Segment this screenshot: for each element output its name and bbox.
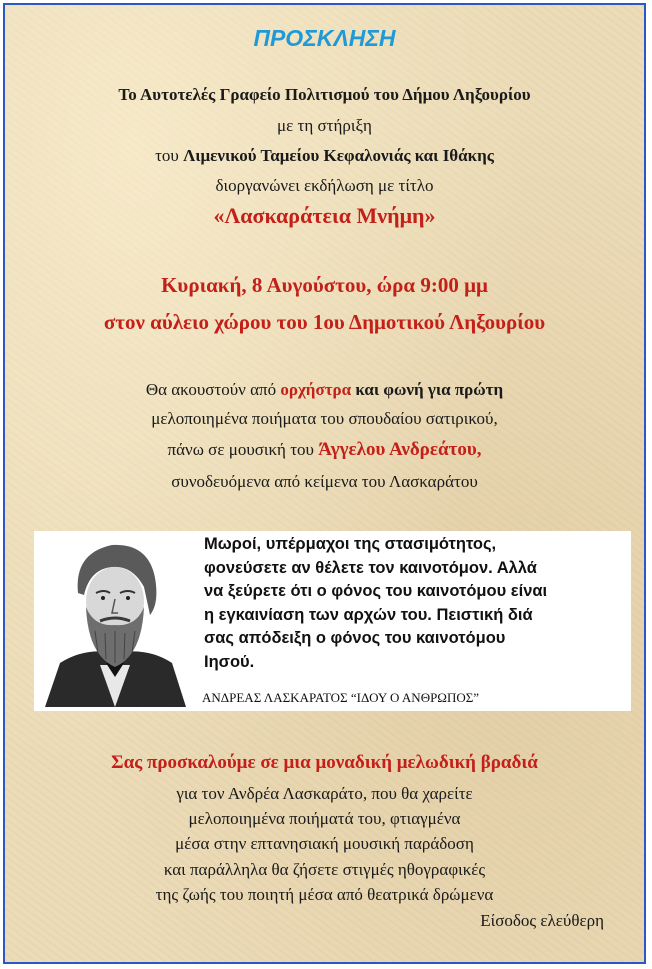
quote-line: Ιησού. — [204, 652, 255, 671]
program-line-3 — [5, 439, 644, 461]
program-l1-a: Θα ακουστούν από — [145, 380, 281, 399]
event-title: «Λασκαράτεια Μνήμη» — [213, 203, 436, 228]
closing-line: μελοποιημένα ποιήματά του, φτιαγμένα — [188, 809, 461, 828]
program-orchestra: ορχήστρα — [280, 380, 352, 399]
closing-line: και παράλληλα θα ζήσετε στιγμές ηθογραφικές — [163, 860, 486, 879]
sponsor-prefix: του — [155, 146, 179, 165]
program-line-1 — [5, 380, 644, 400]
quote-line: φονεύσετε αν θέλετε τον καινοτόμον. Αλλά — [204, 558, 537, 577]
program-composer: Άγγελου Ανδρεάτου, — [318, 439, 482, 460]
laskaratos-portrait-image — [40, 535, 190, 707]
quote-text — [204, 533, 624, 674]
event-intro-line: διοργανώνει εκδήλωση με τίτλο — [215, 176, 434, 195]
event-date-time: Κυριακή, 8 Αυγούστου, ώρα 9:00 μμ — [161, 273, 488, 297]
event-venue: στον αύλειο χώρου του 1ου Δημοτικού Ληξουρίου — [103, 310, 546, 334]
poster-title: ΠΡΟΣΚΛΗΣΗ — [253, 25, 396, 51]
sponsor-name: Λιμενικού Ταμείου Κεφαλονιάς και Ιθάκης — [183, 146, 494, 165]
program-voice: και φωνή για πρώτη — [351, 380, 504, 399]
organizer-line: Το Αυτοτελές Γραφείο Πολιτισμού του Δήμου Ληξουρίου — [118, 85, 531, 104]
program-line-4: συνοδευόμενα από κείμενα του Λασκαράτου — [171, 472, 478, 491]
quote-line: Μωροί, υπέρμαχοι της στασιμότητος, — [204, 535, 497, 553]
quote-line: να ξεύρετε ότι ο φόνος του καινοτόμου είναι — [204, 582, 548, 600]
closing-line: της ζωής του ποιητή μέσα από θεατρικά δρώμενα — [155, 885, 494, 904]
invitation-poster — [3, 3, 646, 964]
program-l3-a: πάνω σε μουσική του — [167, 440, 319, 459]
free-entry-note: Είσοδος ελεύθερη — [480, 911, 604, 930]
quote-panel — [34, 531, 631, 711]
program-line-2: μελοποιημένα ποιήματα του σπουδαίου σατιρικού, — [151, 409, 498, 428]
closing-line: μέσα στην επτανησιακή μουσική παράδοση — [175, 834, 474, 853]
quote-attribution: ΑΝΔΡΕΑΣ ΛΑΣΚΑΡΑΤΟΣ “ΙΔΟΥ Ο ΑΝΘΡΩΠΟΣ” — [202, 690, 480, 705]
sponsor-line — [5, 146, 644, 166]
closing-line: για τον Ανδρέα Λασκαράτο, που θα χαρείτε — [176, 784, 473, 803]
closing-headline: Σας προσκαλούμε σε μια μοναδική μελωδική βραδιά — [111, 752, 538, 773]
quote-line: η εγκαινίαση των αρχών του. Πειστική διά — [204, 605, 533, 624]
quote-line: σας απόδειξη ο φόνος του καινοτόμου — [204, 629, 506, 647]
support-line: με τη στήριξη — [277, 116, 372, 135]
